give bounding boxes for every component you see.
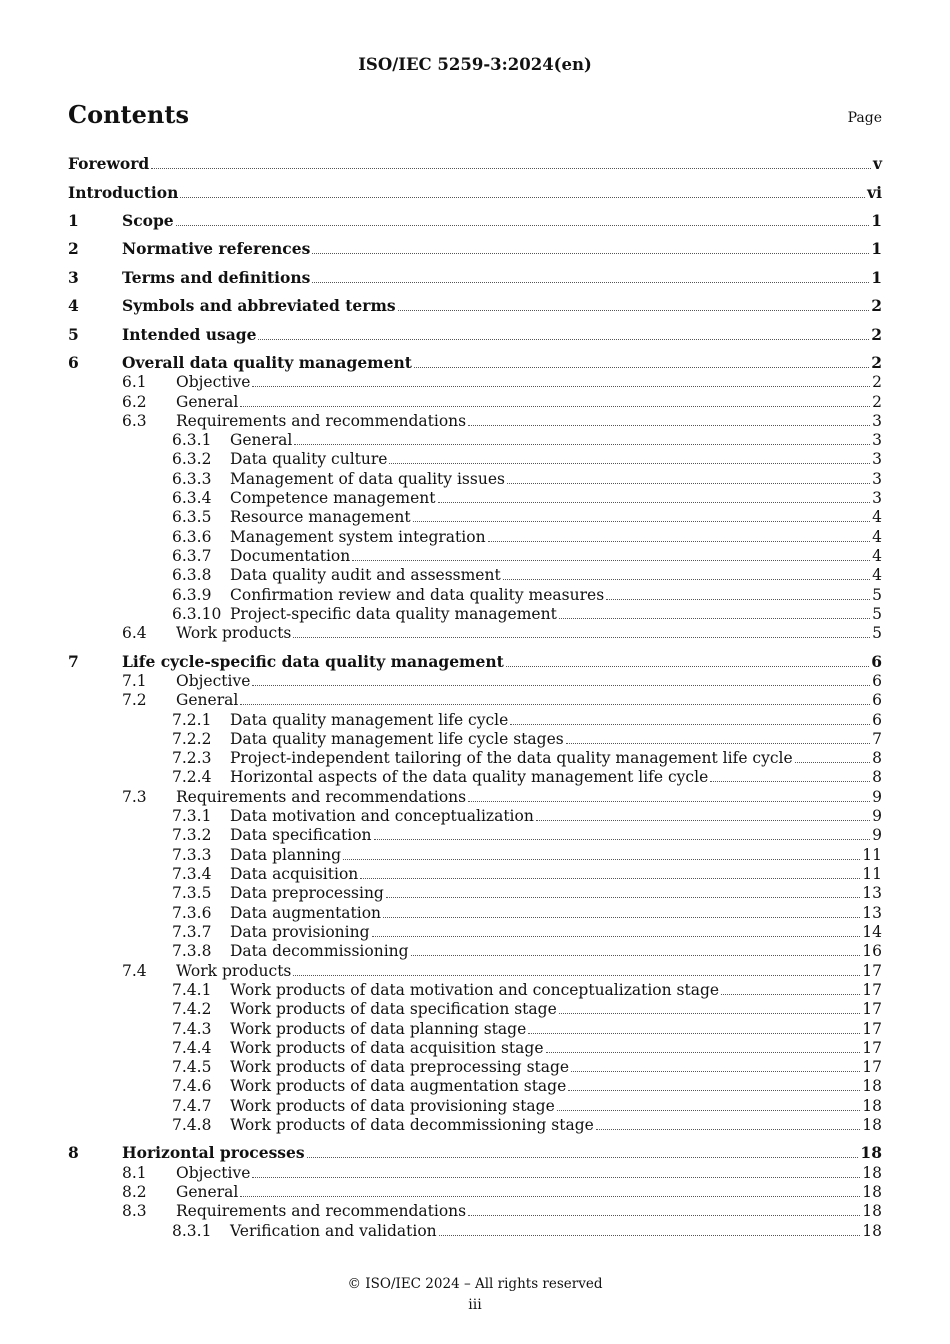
toc-entry-page: 11 — [862, 865, 882, 883]
toc-leader-dots — [252, 1177, 860, 1178]
toc-entry-title: Data acquisition — [230, 865, 359, 883]
toc-entry-number: 7.4 — [122, 962, 147, 980]
toc-entry-page: 11 — [862, 846, 882, 864]
toc-leader-dots — [468, 1215, 860, 1216]
toc-entry[interactable] — [68, 1143, 882, 1163]
toc-leader-dots — [506, 666, 869, 667]
toc-entry-title: Data provisioning — [230, 923, 370, 941]
toc-entry-number: 7.3.5 — [172, 884, 212, 902]
toc-entry-title: Data decommissioning — [230, 942, 409, 960]
toc-leader-dots — [180, 197, 865, 198]
toc-entry[interactable] — [68, 883, 882, 903]
toc-entry-title: Requirements and recommendations — [176, 412, 467, 430]
toc-leader-dots — [559, 618, 870, 619]
toc-entry-number: 6.3 — [122, 412, 147, 430]
toc-leader-dots — [439, 1235, 861, 1236]
toc-entry-number: 8 — [68, 1143, 79, 1162]
toc-entry-number: 7.3.7 — [172, 923, 212, 941]
toc-entry-number: 7.1 — [122, 672, 147, 690]
toc-entry-number: 6.2 — [122, 393, 147, 411]
toc-entry-title: Data specification — [230, 826, 372, 844]
toc-entry-title: Data quality management life cycle stages — [230, 730, 564, 748]
toc-entry-title: Objective — [176, 373, 251, 391]
toc-entry-page: 16 — [862, 942, 882, 960]
toc-entry[interactable] — [68, 296, 882, 316]
toc-entry-title: Project-specific data quality management — [230, 605, 557, 623]
toc-entry-page: 9 — [872, 826, 882, 844]
toc-entry-title: Management system integration — [230, 528, 486, 546]
toc-leader-dots — [411, 955, 861, 956]
toc-entry-page: 6 — [872, 711, 882, 729]
toc-entry-number: 6.3.9 — [172, 586, 212, 604]
toc-entry-page: 2 — [871, 296, 882, 315]
toc-entry[interactable] — [68, 845, 882, 865]
toc-entry-number: 7.4.7 — [172, 1097, 212, 1115]
toc-entry[interactable] — [68, 1076, 882, 1096]
toc-entry-number: 6.3.10 — [172, 605, 222, 623]
toc-leader-dots — [240, 704, 870, 705]
toc-entry-page: 6 — [871, 652, 882, 671]
toc-entry-page: 17 — [862, 1020, 882, 1038]
toc-entry[interactable] — [68, 941, 882, 961]
toc-entry-title: Intended usage — [122, 325, 257, 344]
toc-leader-dots — [360, 878, 860, 879]
toc-entry-title: Overall data quality management — [122, 353, 412, 372]
toc-entry-title: Resource management — [230, 508, 411, 526]
toc-entry-number: 6.3.2 — [172, 450, 212, 468]
toc-entry-title: Competence management — [230, 489, 436, 507]
toc-entry[interactable] — [68, 767, 882, 787]
toc-entry-title: Work products of data preprocessing stage — [230, 1058, 570, 1076]
page-number: iii — [468, 1297, 482, 1313]
toc-entry-page: 17 — [862, 962, 882, 980]
toc-entry-number: 7.3.6 — [172, 904, 212, 922]
toc-entry-number: 7.3.4 — [172, 865, 212, 883]
toc-entry-number: 6.3.6 — [172, 528, 212, 546]
toc-leader-dots — [438, 502, 871, 503]
toc-entry-title: Management of data quality issues — [230, 470, 505, 488]
toc-entry-number: 3 — [68, 268, 79, 287]
toc-leader-dots — [293, 975, 860, 976]
toc-entry-page: 4 — [872, 547, 882, 565]
toc-entry[interactable] — [68, 922, 882, 942]
toc-entry-title: Work products of data decommissioning stage — [230, 1116, 594, 1134]
toc-entry-title: Work products — [176, 624, 292, 642]
toc-entry[interactable] — [68, 268, 882, 288]
toc-entry-page: 2 — [872, 373, 882, 391]
toc-leader-dots — [710, 781, 870, 782]
toc-entry-page: 8 — [872, 768, 882, 786]
toc-entry-page: 9 — [872, 788, 882, 806]
toc-entry-number: 6.1 — [122, 373, 147, 391]
toc-entry[interactable] — [68, 411, 882, 431]
toc-entry-number: 6.3.1 — [172, 431, 212, 449]
toc-entry[interactable] — [68, 372, 882, 392]
toc-entry-title: Data quality culture — [230, 450, 388, 468]
toc-leader-dots — [176, 225, 870, 226]
toc-entry[interactable] — [68, 864, 882, 884]
toc-leader-dots — [721, 994, 860, 995]
toc-entry-title: Terms and definitions — [122, 268, 311, 287]
toc-entry-page: 4 — [872, 566, 882, 584]
toc-entry-title: Data quality management life cycle — [230, 711, 509, 729]
toc-leader-dots — [503, 579, 870, 580]
toc-entry[interactable] — [68, 325, 882, 345]
contents-title: Contents — [68, 100, 189, 129]
toc-entry-page: 6 — [872, 691, 882, 709]
toc-entry-title: Symbols and abbreviated terms — [122, 296, 396, 315]
toc-leader-dots — [389, 463, 870, 464]
toc-entry[interactable] — [68, 1038, 882, 1058]
toc-entry-page: 5 — [872, 586, 882, 604]
toc-entry-title: Project-independent tailoring of the data quality management life cycle — [230, 749, 793, 767]
toc-leader-dots — [294, 444, 870, 445]
toc-entry[interactable] — [68, 903, 882, 923]
toc-entry-number: 7.4.6 — [172, 1077, 212, 1095]
toc-entry-number: 7.2.1 — [172, 711, 212, 729]
toc-entry-number: 7.2 — [122, 691, 147, 709]
toc-entry-page: 1 — [871, 239, 882, 258]
toc-entry-number: 7.3 — [122, 788, 147, 806]
toc-leader-dots — [312, 282, 869, 283]
toc-entry-title: Work products of data planning stage — [230, 1020, 527, 1038]
toc-entry-number: 8.3.1 — [172, 1222, 212, 1240]
toc-entry[interactable] — [68, 353, 882, 373]
toc-entry[interactable] — [68, 392, 882, 412]
toc-entry[interactable] — [68, 980, 882, 1000]
toc-entry-page: 7 — [872, 730, 882, 748]
toc-leader-dots — [510, 724, 870, 725]
toc-entry-number: 6.3.3 — [172, 470, 212, 488]
toc-entry[interactable] — [68, 825, 882, 845]
toc-leader-dots — [559, 1013, 861, 1014]
toc-leader-dots — [343, 859, 860, 860]
toc-leader-dots — [383, 917, 860, 918]
toc-entry-page: 18 — [862, 1202, 882, 1220]
toc-leader-dots — [528, 1033, 860, 1034]
toc-entry-number: 7.2.3 — [172, 749, 212, 767]
toc-entry-page: 13 — [862, 884, 882, 902]
toc-entry[interactable] — [68, 729, 882, 749]
toc-entry-title: Verification and validation — [230, 1222, 437, 1240]
toc-entry-title: Data quality audit and assessment — [230, 566, 501, 584]
toc-entry[interactable] — [68, 211, 882, 231]
toc-leader-dots — [606, 599, 870, 600]
toc-entry-number: 6.3.5 — [172, 508, 212, 526]
toc-leader-dots — [252, 386, 870, 387]
toc-entry-page: 18 — [862, 1183, 882, 1201]
toc-entry[interactable] — [68, 1201, 882, 1221]
toc-entry-title: Work products of data provisioning stage — [230, 1097, 555, 1115]
toc-leader-dots — [151, 168, 871, 169]
toc-leader-dots — [468, 801, 870, 802]
toc-entry[interactable] — [68, 1096, 882, 1116]
document-header: ISO/IEC 5259-3:2024(en) — [358, 55, 592, 74]
toc-entry-page: 2 — [871, 353, 882, 372]
toc-leader-dots — [307, 1157, 859, 1158]
toc-entry-title: Horizontal processes — [122, 1143, 305, 1162]
toc-entry-title: Data preprocessing — [230, 884, 384, 902]
toc-entry-page: 2 — [872, 393, 882, 411]
toc-entry-number: 6 — [68, 353, 79, 372]
toc-entry-page: 18 — [860, 1143, 882, 1162]
toc-entry-title: Requirements and recommendations — [176, 788, 467, 806]
toc-leader-dots — [536, 820, 870, 821]
toc-entry-page: 18 — [862, 1116, 882, 1134]
toc-entry-title: Horizontal aspects of the data quality management life cycle — [230, 768, 709, 786]
toc-entry-page: 13 — [862, 904, 882, 922]
toc-leader-dots — [293, 637, 870, 638]
toc-entry-page: 8 — [872, 749, 882, 767]
toc-entry-page: 3 — [872, 470, 882, 488]
toc-entry[interactable] — [68, 527, 882, 547]
toc-leader-dots — [398, 310, 870, 311]
toc-entry[interactable] — [68, 1163, 882, 1183]
toc-entry-number: 7.4.3 — [172, 1020, 212, 1038]
toc-entry[interactable] — [68, 1019, 882, 1039]
toc-entry-page: 5 — [872, 605, 882, 623]
toc-entry-number: 7.2.2 — [172, 730, 212, 748]
toc-entry-title: Scope — [122, 211, 174, 230]
toc-leader-dots — [352, 560, 870, 561]
toc-entry[interactable] — [68, 449, 882, 469]
toc-entry[interactable] — [68, 183, 882, 203]
toc-leader-dots — [571, 1071, 860, 1072]
toc-entry-page: 17 — [862, 1000, 882, 1018]
toc-leader-dots — [546, 1052, 861, 1053]
toc-entry-page: vi — [867, 183, 882, 202]
toc-leader-dots — [413, 521, 870, 522]
toc-entry-page: 4 — [872, 508, 882, 526]
toc-entry-number: 7.4.1 — [172, 981, 212, 999]
toc-entry[interactable] — [68, 546, 882, 566]
toc-entry-page: 18 — [862, 1077, 882, 1095]
toc-entry-number: 7.4.2 — [172, 1000, 212, 1018]
toc-entry[interactable] — [68, 1115, 882, 1135]
toc-entry[interactable] — [68, 690, 882, 710]
toc-entry-title: Work products — [176, 962, 292, 980]
toc-entry[interactable] — [68, 999, 882, 1019]
toc-entry-page: v — [872, 154, 882, 173]
toc-entry-page: 17 — [862, 1058, 882, 1076]
toc-entry-number: 7.3.1 — [172, 807, 212, 825]
toc-entry-title: Objective — [176, 1164, 251, 1182]
toc-leader-dots — [240, 1196, 860, 1197]
toc-entry[interactable] — [68, 961, 882, 981]
toc-entry-title: Data planning — [230, 846, 342, 864]
toc-entry-title: Foreword — [68, 154, 150, 173]
toc-entry[interactable] — [68, 488, 882, 508]
toc-leader-dots — [414, 367, 869, 368]
toc-entry-title: Data motivation and conceptualization — [230, 807, 534, 825]
toc-entry-page: 4 — [872, 528, 882, 546]
toc-entry-page: 18 — [862, 1097, 882, 1115]
toc-entry[interactable] — [68, 1057, 882, 1077]
toc-entry-title: Requirements and recommendations — [176, 1202, 467, 1220]
toc-entry-title: Work products of data motivation and conceptualization stage — [230, 981, 720, 999]
toc-entry[interactable] — [68, 710, 882, 730]
toc-entry[interactable] — [68, 239, 882, 259]
toc-leader-dots — [258, 339, 869, 340]
toc-entry-number: 5 — [68, 325, 79, 344]
toc-entry-title: Work products of data acquisition stage — [230, 1039, 544, 1057]
toc-entry-number: 7 — [68, 652, 79, 671]
toc-entry-page: 17 — [862, 981, 882, 999]
toc-leader-dots — [488, 541, 871, 542]
toc-entry-number: 4 — [68, 296, 79, 315]
toc-entry-number: 6.3.7 — [172, 547, 212, 565]
toc-entry-page: 9 — [872, 807, 882, 825]
toc-entry-page: 14 — [862, 923, 882, 941]
toc-entry[interactable] — [68, 806, 882, 826]
toc-entry-title: Life cycle-specific data quality management — [122, 652, 504, 671]
toc-entry-number: 6.3.4 — [172, 489, 212, 507]
toc-entry[interactable] — [68, 469, 882, 489]
toc-leader-dots — [566, 743, 870, 744]
toc-entry-page: 3 — [872, 450, 882, 468]
toc-entry[interactable] — [68, 565, 882, 585]
toc-entry[interactable] — [68, 671, 882, 691]
toc-leader-dots — [557, 1110, 860, 1111]
toc-entry-page: 1 — [871, 211, 882, 230]
toc-entry[interactable] — [68, 430, 882, 450]
toc-entry[interactable] — [68, 154, 882, 174]
toc-entry-title: General — [176, 393, 239, 411]
toc-entry-number: 7.4.5 — [172, 1058, 212, 1076]
toc-entry-title: Confirmation review and data quality measures — [230, 586, 605, 604]
toc-entry[interactable] — [68, 1221, 882, 1241]
toc-entry-page: 3 — [872, 412, 882, 430]
toc-entry-page: 3 — [872, 489, 882, 507]
toc-entry-page: 3 — [872, 431, 882, 449]
toc-entry[interactable] — [68, 604, 882, 624]
toc-entry-title: General — [176, 1183, 239, 1201]
toc-entry-title: General — [230, 431, 293, 449]
toc-leader-dots — [468, 425, 870, 426]
toc-entry-title: General — [176, 691, 239, 709]
toc-entry-page: 1 — [871, 268, 882, 287]
toc-entry-number: 7.2.4 — [172, 768, 212, 786]
toc-entry-title: Documentation — [230, 547, 351, 565]
toc-entry-number: 8.1 — [122, 1164, 147, 1182]
toc-entry-number: 8.2 — [122, 1183, 147, 1201]
page-column-label: Page — [847, 110, 882, 126]
toc-entry[interactable] — [68, 585, 882, 605]
toc-leader-dots — [312, 253, 869, 254]
toc-entry-title: Normative references — [122, 239, 311, 258]
toc-entry-number: 7.3.3 — [172, 846, 212, 864]
toc-entry-page: 2 — [871, 325, 882, 344]
toc-entry-number: 8.3 — [122, 1202, 147, 1220]
toc-entry-number: 1 — [68, 211, 79, 230]
toc-entry[interactable] — [68, 652, 882, 672]
toc-entry-page: 17 — [862, 1039, 882, 1057]
toc-entry-page: 18 — [862, 1164, 882, 1182]
toc-leader-dots — [374, 839, 871, 840]
toc-entry-number: 6.4 — [122, 624, 147, 642]
toc-leader-dots — [240, 406, 870, 407]
toc-leader-dots — [386, 897, 860, 898]
toc-entry[interactable] — [68, 507, 882, 527]
toc-entry-number: 7.4.8 — [172, 1116, 212, 1134]
toc-entry-number: 2 — [68, 239, 79, 258]
toc-entry-number: 6.3.8 — [172, 566, 212, 584]
toc-entry[interactable] — [68, 1182, 882, 1202]
toc-entry-number: 7.3.8 — [172, 942, 212, 960]
toc-leader-dots — [568, 1090, 860, 1091]
toc-entry-number: 7.3.2 — [172, 826, 212, 844]
toc-leader-dots — [507, 483, 870, 484]
toc-entry[interactable] — [68, 787, 882, 807]
toc-entry-title: Introduction — [68, 183, 179, 202]
toc-entry-page: 5 — [872, 624, 882, 642]
toc-entry[interactable] — [68, 748, 882, 768]
toc-leader-dots — [596, 1129, 860, 1130]
toc-entry-page: 6 — [872, 672, 882, 690]
toc-entry-title: Work products of data specification stage — [230, 1000, 557, 1018]
toc-entry-page: 18 — [862, 1222, 882, 1240]
toc-leader-dots — [795, 762, 870, 763]
copyright-footer: © ISO/IEC 2024 – All rights reserved — [347, 1276, 603, 1292]
toc-entry-title: Objective — [176, 672, 251, 690]
toc-leader-dots — [372, 936, 861, 937]
toc-entry-title: Data augmentation — [230, 904, 382, 922]
toc-entry-number: 7.4.4 — [172, 1039, 212, 1057]
toc-entry[interactable] — [68, 623, 882, 643]
toc-leader-dots — [252, 685, 870, 686]
toc-entry-title: Work products of data augmentation stage — [230, 1077, 567, 1095]
